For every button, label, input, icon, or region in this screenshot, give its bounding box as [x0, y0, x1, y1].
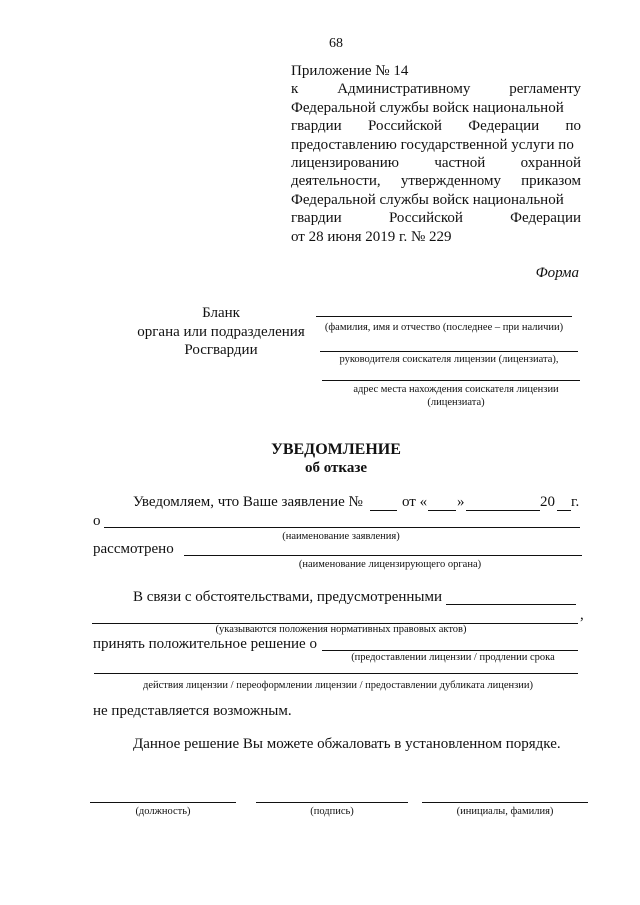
notice-subtitle: об отказе — [304, 460, 368, 476]
appendix-word: приказом — [521, 173, 581, 190]
appendix-line — [291, 154, 581, 172]
legal-acts-comma: , — [580, 607, 584, 623]
caption-signature: (подпись) — [310, 806, 354, 817]
appendix-word: регламенту — [509, 81, 581, 98]
caption-legal-acts: (указываются положения нормативных правовых актов) — [215, 624, 467, 635]
appendix-word: Российской — [388, 210, 463, 227]
form-label: Форма — [535, 265, 579, 281]
appendix-line — [291, 172, 581, 190]
caption-decision-1: (предоставлении лицензии / продлении срока — [351, 652, 555, 663]
appendix-word: частной — [434, 155, 486, 172]
appendix-word: Административному — [337, 81, 471, 98]
intro-text: Уведомляем, что Ваше заявление № — [133, 494, 363, 510]
blank-line-1: Бланк — [202, 305, 240, 321]
appendix-line: Федеральной службы войск национальной — [291, 191, 564, 208]
appendix-word: Федерации — [510, 210, 581, 227]
year-suffix: г. — [571, 494, 580, 510]
appendix-header — [291, 62, 581, 246]
letterhead-placeholder — [112, 304, 330, 360]
appendix-word: деятельности, — [291, 173, 381, 190]
caption-position: (должность) — [135, 806, 191, 817]
appendix-word: лицензированию — [291, 155, 399, 172]
authority-name-field[interactable] — [184, 555, 582, 556]
appeal-text: Данное решение Вы можете обжаловать в установленном порядке. — [133, 736, 561, 752]
appendix-word: Российской — [368, 118, 442, 135]
date-year-field[interactable] — [557, 510, 571, 511]
caption-application-name: (наименование заявления) — [282, 531, 400, 542]
signature-sign-field[interactable] — [256, 802, 408, 803]
date-month-field[interactable] — [466, 510, 540, 511]
appendix-line: Приложение № 14 — [291, 63, 409, 79]
year-prefix: 20 — [540, 494, 555, 510]
signature-name-field[interactable] — [422, 802, 588, 803]
appendix-line: от 28 июня 2019 г. № 229 — [291, 228, 452, 245]
appendix-line — [291, 117, 581, 135]
application-name-field[interactable] — [104, 527, 580, 528]
appendix-word: по — [565, 118, 581, 135]
addressee-caption-address: адрес места нахождения соискателя лицензии — [353, 384, 559, 395]
date-from-label: от « — [402, 494, 428, 510]
appendix-line: Федеральной службы войск национальной — [291, 99, 564, 116]
about-label: о — [93, 513, 101, 529]
appendix-word: гвардии — [291, 210, 342, 227]
reviewed-label: рассмотрено — [93, 541, 174, 557]
date-quote-close: » — [457, 494, 465, 510]
appendix-line — [291, 80, 581, 98]
appendix-word: гвардии — [291, 118, 342, 135]
caption-initials-surname: (инициалы, фамилия) — [456, 806, 554, 817]
blank-line-3: Росгвардии — [184, 342, 258, 358]
decision-subject-field-2[interactable] — [94, 673, 578, 674]
application-number-field[interactable] — [370, 510, 397, 511]
appendix-word: к — [291, 81, 299, 98]
notice-title: УВЕДОМЛЕНИЕ — [271, 441, 401, 458]
addressee-caption-name: (фамилия, имя и отчество (последнее – при наличии) — [324, 322, 564, 333]
date-day-field[interactable] — [428, 510, 456, 511]
signature-position-field[interactable] — [90, 802, 236, 803]
circumstances-text: В связи с обстоятельствами, предусмотренными — [133, 589, 443, 605]
appendix-word: утвержденному — [400, 173, 501, 190]
appendix-word: охранной — [520, 155, 581, 172]
circumstances-field[interactable] — [446, 604, 576, 605]
appendix-line: предоставлению государственной услуги по — [291, 136, 574, 153]
addressee-caption-licensee: (лицензиата) — [427, 397, 485, 408]
page-number: 68 — [329, 36, 343, 51]
appendix-word: Федерации — [468, 118, 540, 135]
caption-authority: (наименование лицензирующего органа) — [298, 559, 482, 570]
blank-line-2: органа или подразделения — [137, 323, 305, 340]
addressee-address-line[interactable] — [322, 380, 580, 381]
addressee-name-line[interactable] — [316, 316, 572, 317]
decision-subject-field[interactable] — [322, 650, 578, 651]
not-possible-text: не представляется возможным. — [93, 703, 292, 719]
addressee-caption-head: руководителя соискателя лицензии (лицензиата), — [339, 354, 559, 365]
addressee-head-line[interactable] — [320, 351, 578, 352]
positive-decision-text: принять положительное решение о — [93, 636, 317, 652]
caption-decision-2: действия лицензии / переоформлении лицензии / предоставлении дубликата лицензии) — [143, 680, 533, 691]
appendix-line — [291, 209, 581, 227]
